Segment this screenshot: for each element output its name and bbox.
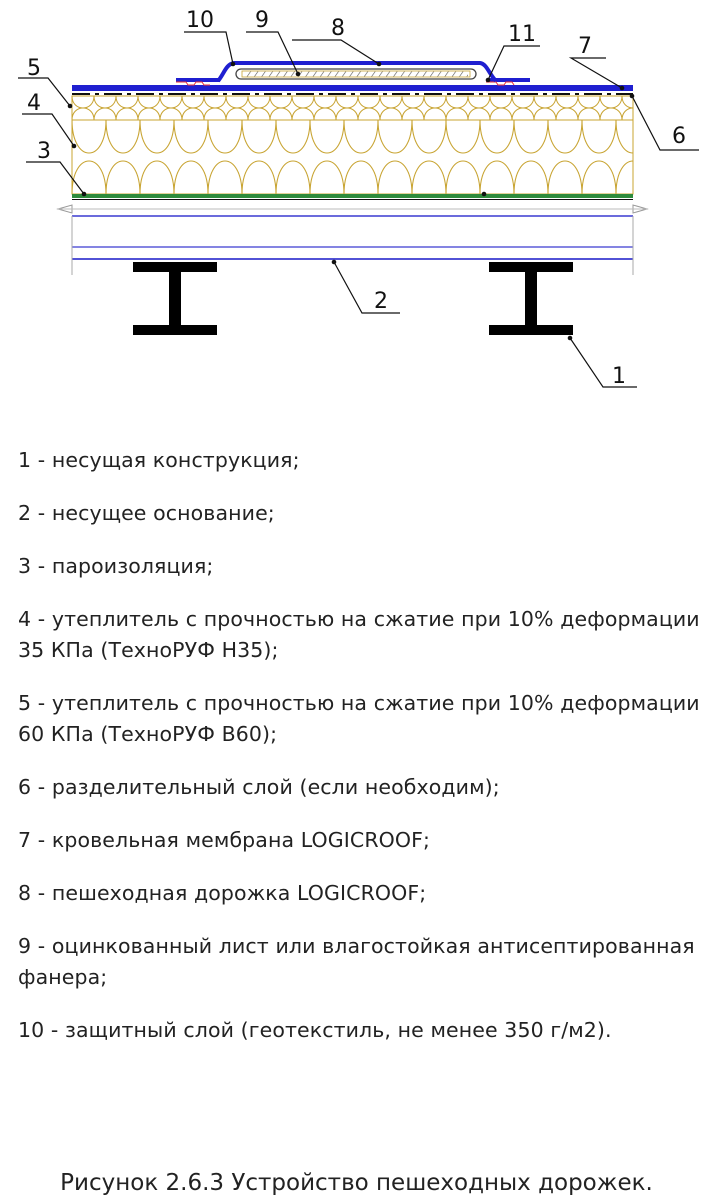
callout-5: 5	[27, 56, 41, 81]
vapor-barrier	[72, 194, 633, 200]
legend-item-7: 7 - кровельная мембрана LOGICROOF;	[18, 828, 431, 852]
legend-item-6: 6 - разделительный слой (если необходим);	[18, 775, 500, 799]
callout-11: 11	[508, 22, 536, 47]
legend-item-3: 3 - пароизоляция;	[18, 554, 214, 578]
callout-8: 8	[331, 16, 345, 41]
callout-10: 10	[186, 8, 214, 33]
legend-item-1: 1 - несущая конструкция;	[18, 448, 300, 472]
figure-caption: Рисунок 2.6.3 Устройство пешеходных дорожек.	[60, 1170, 653, 1196]
steel-beams	[133, 262, 573, 335]
callout-9: 9	[255, 8, 269, 33]
legend	[18, 445, 708, 1068]
callout-2: 2	[374, 289, 388, 314]
callout-3: 3	[37, 139, 51, 164]
roof-section-diagram	[0, 0, 713, 420]
insulation-main-layer	[72, 120, 633, 194]
legend-item-5: 5 - утеплитель с прочностью на сжатие при 10% деформации 60 КПа (ТехноРУФ В60);	[18, 691, 700, 746]
legend-item-2: 2 - несущее основание;	[18, 501, 275, 525]
insulation-top-layer	[72, 96, 633, 120]
callout-6: 6	[672, 124, 686, 149]
legend-item-9: 9 - оцинкованный лист или влагостойкая антисептированная фанера;	[18, 934, 695, 989]
legend-item-8: 8 - пешеходная дорожка LOGICROOF;	[18, 881, 427, 905]
callout-7: 7	[578, 34, 592, 59]
legend-item-4: 4 - утеплитель с прочностью на сжатие при 10% деформации 35 КПа (ТехноРУФ Н35);	[18, 607, 700, 662]
legend-item-10: 10 - защитный слой (геотекстиль, не менее 350 г/м2).	[18, 1018, 612, 1042]
callout-1: 1	[612, 364, 626, 389]
callout-4: 4	[27, 91, 41, 116]
roofing-membrane	[72, 85, 633, 91]
walkway-plate	[236, 69, 476, 79]
